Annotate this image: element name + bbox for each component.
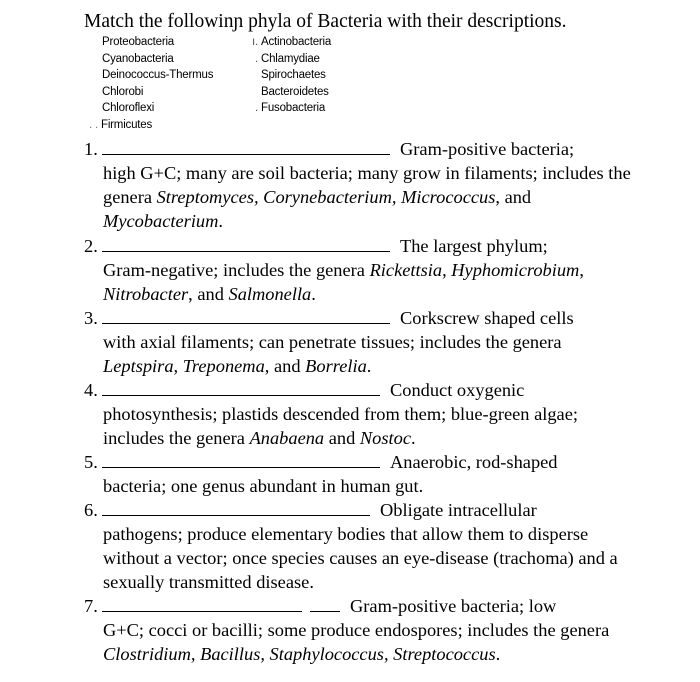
question-lead: Corkscrew shaped cells bbox=[400, 308, 574, 328]
description-text: and bbox=[324, 428, 360, 448]
genus-name: Salmonella bbox=[228, 284, 312, 304]
question-lead: Obligate intracellular bbox=[380, 500, 537, 520]
phyla-bank-right bbox=[250, 34, 331, 117]
answer-blank-short[interactable] bbox=[310, 594, 340, 612]
question-number: 2. bbox=[84, 236, 98, 256]
question-description bbox=[103, 522, 633, 594]
question-description bbox=[103, 330, 633, 378]
description-text: photosynthesis; plastids descended from them; blue-green algae; includes the genera bbox=[103, 404, 578, 448]
genus-name: Rickettsia bbox=[369, 260, 443, 280]
scan-mark: . bbox=[255, 102, 258, 114]
question-number: 3. bbox=[84, 308, 98, 328]
description-text: Gram-negative; includes the genera bbox=[103, 260, 370, 280]
description-text: , and bbox=[495, 187, 532, 207]
genus-name: Nostoc bbox=[359, 428, 411, 448]
phylum-option: Chloroflexi bbox=[102, 102, 155, 114]
answer-blank[interactable] bbox=[102, 450, 380, 468]
genus-name: Nitrobacter bbox=[103, 284, 189, 304]
description-text: . bbox=[410, 428, 416, 448]
phyla-bank-extra bbox=[84, 117, 152, 134]
question-lead: Gram-positive bacteria; low bbox=[350, 596, 557, 616]
phylum-option: Proteobacteria bbox=[102, 36, 174, 48]
answer-blank[interactable] bbox=[102, 594, 302, 612]
description-text: , bbox=[579, 260, 584, 280]
genus-name: Streptomyces, Corynebacterium, Micrococcus bbox=[156, 187, 496, 207]
question-description bbox=[103, 258, 633, 306]
scan-mark: . bbox=[255, 52, 258, 65]
description-text: . bbox=[218, 211, 224, 231]
question-number: 4. bbox=[84, 380, 98, 400]
question-number: 6. bbox=[84, 500, 98, 520]
answer-blank[interactable] bbox=[102, 234, 390, 252]
phylum-option: Chlorobi bbox=[102, 85, 144, 98]
question-description bbox=[103, 402, 633, 450]
question-lead: Conduct oxygenic bbox=[390, 380, 525, 400]
answer-blank[interactable] bbox=[102, 378, 380, 396]
phylum-option: Cyanobacteria bbox=[102, 52, 174, 65]
genus-name: Leptspira, Treponema bbox=[103, 356, 265, 376]
description-text: G+C; cocci or bacilli; some produce endospores; includes the genera bbox=[103, 620, 610, 640]
description-text: , and bbox=[188, 284, 229, 304]
question-number: 1. bbox=[84, 139, 98, 159]
phylum-option: Bacteroidetes bbox=[261, 85, 329, 98]
question-lead: Gram-positive bacteria; bbox=[400, 139, 575, 159]
phylum-option: . . Firmicutes bbox=[84, 117, 152, 134]
question-number: 5. bbox=[84, 452, 98, 472]
phylum-option: Spirochaetes bbox=[261, 69, 326, 81]
phylum-option: ı. Actinobacteria bbox=[250, 34, 331, 51]
description-text: . bbox=[366, 356, 372, 376]
answer-blank[interactable] bbox=[102, 137, 390, 155]
scan-mark: . . bbox=[89, 119, 98, 131]
description-text: with axial filaments; can penetrate tissues; includes the genera bbox=[103, 332, 562, 352]
question-lead: The largest phylum; bbox=[400, 236, 548, 256]
phylum-option: Deinococcus-Thermus bbox=[102, 69, 214, 81]
phyla-bank-left bbox=[102, 34, 213, 117]
description-text: , and bbox=[264, 356, 306, 376]
description-text: high G+C; many are soil bacteria; many grow in filaments; includes the genera bbox=[103, 163, 631, 207]
genus-name: Anabaena bbox=[249, 428, 325, 448]
question-description bbox=[103, 474, 633, 498]
phylum-option: . Fusobacteria bbox=[250, 100, 331, 117]
scan-mark: ı. bbox=[252, 36, 258, 48]
question-description bbox=[103, 161, 633, 233]
answer-blank[interactable] bbox=[102, 306, 390, 324]
description-text: , bbox=[442, 260, 452, 280]
description-text: . bbox=[311, 284, 316, 304]
description-text: bacteria; one genus abundant in human gut. bbox=[103, 476, 424, 496]
genus-name: Hyphomicrobium bbox=[451, 260, 580, 280]
question-lead: Anaerobic, rod-shaped bbox=[390, 452, 558, 472]
genus-name: Clostridium, Bacillus, Staphylococcus, Streptococcus bbox=[103, 644, 496, 664]
answer-blank[interactable] bbox=[102, 498, 370, 516]
description-text: pathogens; produce elementary bodies that allow them to disperse without a vector; once species causes an eye-disease (trachoma) and a sexually transmitted disease. bbox=[103, 524, 618, 592]
page-title: Match the followinɲ phyla of Bacteria with their descriptions. bbox=[84, 11, 567, 32]
question-description bbox=[103, 618, 633, 666]
genus-name: Borrelia bbox=[305, 356, 367, 376]
genus-name: Mycobacterium bbox=[103, 211, 219, 231]
description-text: . bbox=[495, 644, 501, 664]
phylum-option: . Chlamydiae bbox=[250, 51, 331, 68]
question-number: 7. bbox=[84, 596, 98, 616]
